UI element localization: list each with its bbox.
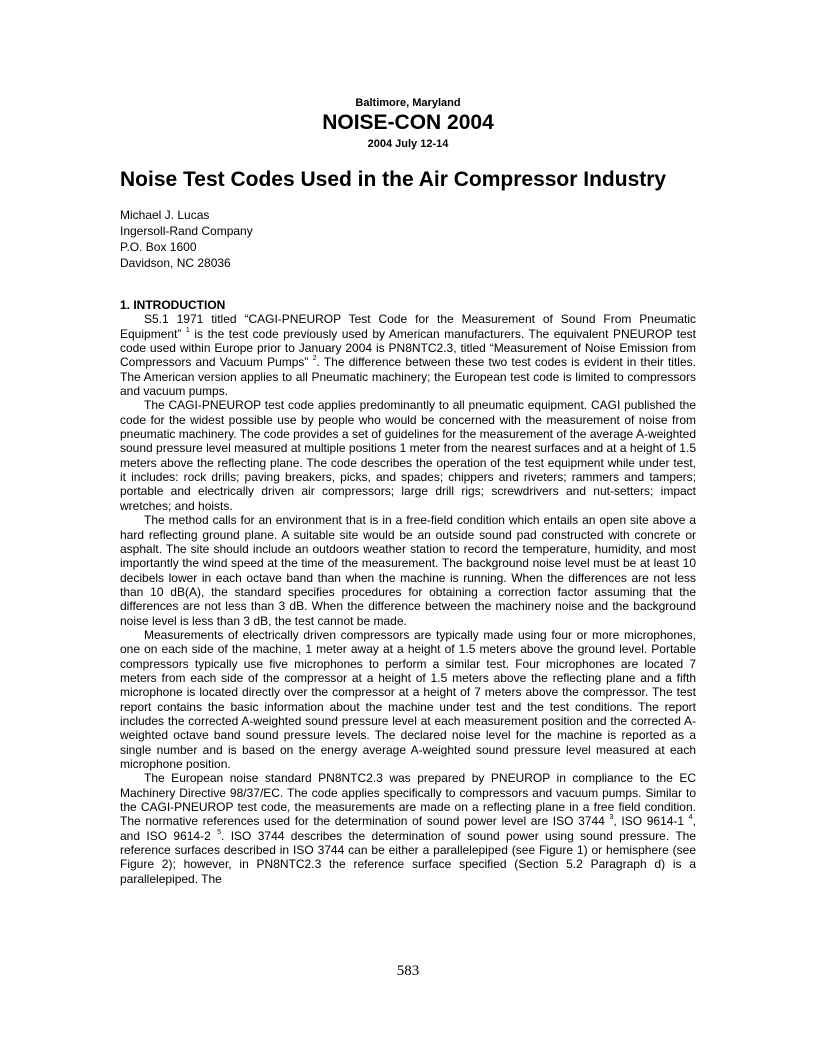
paragraph-2: The CAGI-PNEUROP test code applies predominantly to all pneumatic equipment. CAGI published the code for the widest possible use by people who would be concerned with the measurement of noise from pneumatic machinery. The code provides a set of guidelines for the measurement of the average A-weighted sound pressure level measured at multiple positions 1 meter from the nearest surfaces and at a height of 1.5 meters above the reflecting plane. The code describes the operation of the test equipment while under test, it includes: rock drills; paving breakers, picks, and spades; chippers and riveters; rammers and tampers; portable and electrically driven air compressors; large drill rigs; screwdrivers and nut-setters; impact wretches; and hoists. <box>120 398 696 513</box>
paragraph-1-text-b: is the test code previously used by American manufacturers. The equivalent PNEUROP test code used within Europe prior to January 2004 is PN8NTC2.3, titled “Measurement of Noise Emission from Compressors and Vacuum Pumps” <box>120 326 696 370</box>
conference-location: Baltimore, Maryland <box>355 97 461 109</box>
paragraph-5-text-a: The European noise standard PN8NTC2.3 was prepared by PNEUROP in compliance to the EC Machinery Directive 98/37/EC. The code applies specifically to compressors and vacuum pumps. Similar to the CAGI-PNEUROP test code, the measurements are made on a reflecting plane in a free field condition. The normative references used for the determination of sound power level are ISO 3744 <box>120 771 696 829</box>
paragraph-4: Measurements of electrically driven compressors are typically made using four or more microphones, one on each side of the machine, 1 meter away at a height of 1.5 meters above the ground level. Portable compressors typically use five microphones to perform a similar test. Four microphones are located 7 meters from each side of the compressor at a height of 1.5 meters above the reflecting plane and a fifth microphone is located directly over the compressor at a height of 7 meters above the compressor. The test report contains the basic information about the machine under test and the test conditions. The report includes the corrected A-weighted sound pressure level at each measurement position and the corrected A-weighted octave band sound pressure levels. The declared noise level for the machine is reported as a single number and is based on the energy average A-weighted sound pressure level measured at each microphone position. <box>120 627 696 771</box>
paragraph-5-text-c: , and ISO 9614-2 <box>120 814 697 843</box>
reference-marker-4: 4 <box>688 814 693 822</box>
section-introduction <box>120 298 696 886</box>
conference-name: NOISE-CON 2004 <box>322 111 494 134</box>
reference-marker-1: 1 <box>185 326 190 334</box>
author-name: Michael J. Lucas <box>120 208 210 222</box>
author-address-line2: Davidson, NC 28036 <box>120 256 231 270</box>
paragraph-1-text-a: S5.1 1971 titled “CAGI-PNEUROP Test Code for the Measurement of Sound From Pneumatic Equipment” <box>120 312 696 341</box>
paragraph-1 <box>120 312 696 398</box>
page-number: 583 <box>396 963 420 979</box>
paragraph-5-text-b: , ISO 9614-1 <box>613 814 689 829</box>
author-block <box>120 207 253 271</box>
paragraph-1-text-c: . The difference between these two test codes is evident in their titles. The American version applies to all Pneumatic machinery; the European test code is limited to compressors and vacuum pumps. <box>120 355 696 399</box>
reference-marker-2: 2 <box>312 355 317 363</box>
author-address-line1: P.O. Box 1600 <box>120 240 197 254</box>
section-heading: 1. INTRODUCTION <box>120 298 226 312</box>
paragraph-5-text-d: . ISO 3744 describes the determination of sound power using sound pressure. The reference surfaces described in ISO 3744 can be either a parallelepiped (see Figure 1) or hemisphere (see Figure 2); however, in PN8NTC2.3 the reference surface specified (Section 5.2 Paragraph d) is a parallelepiped. The <box>120 828 696 886</box>
paper-title: Noise Test Codes Used in the Air Compressor Industry <box>120 168 667 191</box>
paragraph-5 <box>120 771 696 886</box>
conference-date: 2004 July 12-14 <box>367 138 449 150</box>
paragraph-3: The method calls for an environment that is in a free-field condition which entails an open site above a hard reflecting ground plane. A suitable site would be an outside sound pad constructed with concrete or asphalt. The site should include an outdoors weather station to record the temperature, humidity, and most importantly the wind speed at the time of the measurement. The background noise level must be at least 10 decibels lower in each octave band than when the machine is running. When the differences are not less than 10 dB(A), the standard specifies procedures for obtaining a correction factor assuming that the differences are not less than 3 dB. When the difference between the machinery noise and the background noise level is less than 3 dB, the test cannot be made. <box>120 513 696 628</box>
author-organization: Ingersoll-Rand Company <box>120 224 253 238</box>
reference-marker-3: 3 <box>609 814 614 822</box>
reference-marker-5: 5 <box>217 828 222 836</box>
